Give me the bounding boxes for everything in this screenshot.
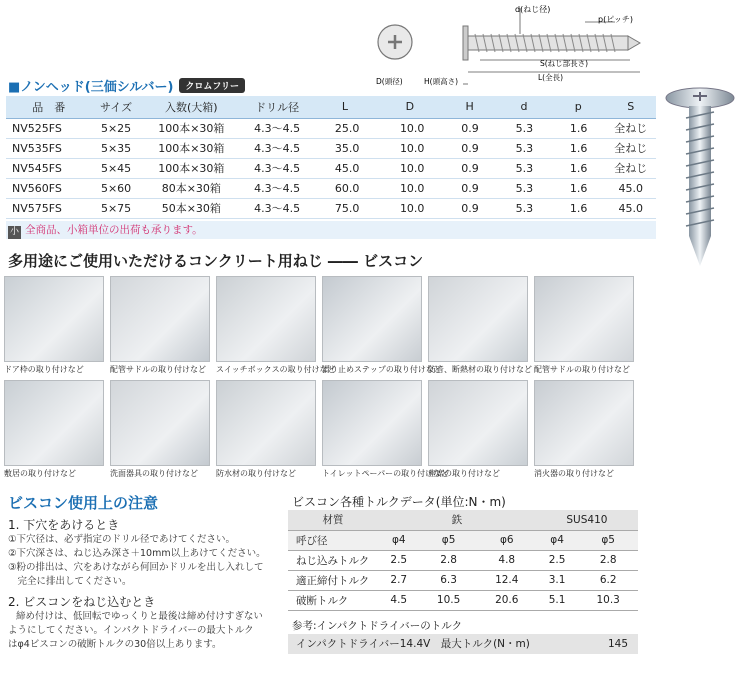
torque-cell: 6.3 [420,570,478,590]
use-example-caption: スイッチボックスの取り付けなど [216,365,336,374]
spec-header: D [377,96,442,118]
material-label: 材質 [288,510,378,530]
caution-section [8,516,280,652]
spec-cell: 0.9 [442,198,496,218]
torque-cell: 2.5 [378,550,420,570]
use-example-caption: 滑り止めステップの取り付けなど [322,365,442,374]
step1-line: ②下穴深さは、ねじ込み深さ＋10mm以上あけてください。 [8,548,266,559]
spec-cell: 0.9 [442,178,496,198]
torque-material-row [288,510,638,530]
torque-cell: 5.1 [536,590,579,610]
step2-line: ようにしてください。インパクトドライバーの最大トルク [8,625,254,636]
spec-cell: 全ねじ [605,138,656,158]
spec-cell: 100本×30箱 [141,138,242,158]
torque-cell: 4.5 [378,590,420,610]
spec-cell: 10.0 [377,198,442,218]
series-title [8,76,245,95]
use-example [534,380,634,479]
use-example [428,276,532,375]
spec-cell: 10.0 [377,138,442,158]
use-example-caption: 洗面器具の取り付けなど [110,469,198,478]
use-example-photo [216,380,316,466]
iron-label: 鉄 [378,510,536,530]
head-diameter-label: D(頭径) [376,77,403,86]
spec-cell: 4.3〜4.5 [242,138,312,158]
caution-title: ビスコン使用上の注意 [8,494,159,512]
use-example-caption: 防水材の取り付けなど [216,469,296,478]
torque-cell: 12.4 [478,570,536,590]
torque-row [288,590,638,610]
use-example-photo [534,380,634,466]
head-height-label: H(頭高さ) [424,77,458,86]
spec-cell: NV535FS [6,138,92,158]
spec-cell: 80本×30箱 [141,178,242,198]
use-example-caption: 座席の取り付けなど [428,469,500,478]
use-example [4,380,104,479]
use-example-caption: 配管サドルの取り付けなど [534,365,630,374]
spec-cell: NV575FS [6,198,92,218]
spec-row [6,198,656,218]
spec-cell: 5×60 [92,178,141,198]
use-example-photo [4,380,104,466]
diameter-cell: φ6 [478,530,536,550]
use-example [322,276,442,375]
spec-header-row [6,96,656,118]
step2-line: はφ4ビスコンの破断トルクの30倍以上あります。 [8,639,222,650]
torque-cell: 20.6 [478,590,536,610]
use-example [428,380,528,479]
spec-cell: 10.0 [377,158,442,178]
diameter-cell: φ4 [536,530,579,550]
use-example [534,276,634,375]
shipping-note [6,221,656,239]
spec-cell: 5×35 [92,138,141,158]
use-example-caption: 敷居の取り付けなど [4,469,76,478]
shipping-note-text: 全商品、小箱単位の出荷も承ります。 [25,224,203,236]
torque-cell: 2.8 [420,550,478,570]
use-example-photo [322,276,422,362]
torque-row [288,550,638,570]
use-example [4,276,104,375]
spec-cell: 5.3 [497,198,551,218]
spec-cell: 5×45 [92,158,141,178]
torque-row-label: ねじ込みトルク [288,550,378,570]
spec-row [6,118,656,138]
spec-cell: 1.6 [551,178,605,198]
use-example-photo [110,380,210,466]
spec-cell: 45.0 [605,178,656,198]
spec-cell: 0.9 [442,158,496,178]
chrome-free-badge: クロムフリー [179,78,245,93]
small-box-mark: 小 [9,227,19,237]
step1-line: 完全に排出してください。 [8,576,132,587]
diameter-cell: φ4 [378,530,420,550]
use-example-caption: 消火器の取り付けなど [534,469,614,478]
torque-diameter-row [288,530,638,550]
spec-header: L [312,96,377,118]
spec-cell: 4.3〜4.5 [242,158,312,178]
spec-cell: 0.9 [442,138,496,158]
reference-title: 参考:インパクトドライバーのトルク [292,620,463,632]
use-example [322,380,450,479]
spec-cell: 35.0 [312,138,377,158]
spec-header: p [551,96,605,118]
screw-dimension-diagram [360,0,660,92]
spec-cell: 4.3〜4.5 [242,198,312,218]
use-example-photo [216,276,316,362]
step1-title: 1. 下穴をあけるとき [8,518,120,532]
spec-cell: 0.9 [442,118,496,138]
use-example-caption: 配管サドルの取り付けなど [110,365,206,374]
spec-cell: 全ねじ [605,158,656,178]
spec-cell: 10.0 [377,118,442,138]
step1-line: ①下穴径は、必ず指定のドリル径であけてください。 [8,534,236,545]
torque-cell: 3.1 [536,570,579,590]
d-label: d(ねじ径) [515,5,551,14]
spec-cell: NV560FS [6,178,92,198]
spec-cell: NV545FS [6,158,92,178]
spec-cell: 75.0 [312,198,377,218]
reference-label: インパクトドライバー14.4V 最大トルク(N・m) [296,638,530,650]
spec-header: 品 番 [6,96,92,118]
spec-row [6,138,656,158]
spec-cell: 5×75 [92,198,141,218]
spec-row [6,178,656,198]
use-example [216,380,316,479]
use-example-caption: トイレットペーパーの取り付けなど [322,469,450,478]
spec-header: サイズ [92,96,141,118]
spec-cell: 4.3〜4.5 [242,178,312,198]
use-example [110,276,210,375]
spec-cell: 5.3 [497,158,551,178]
spec-cell: 25.0 [312,118,377,138]
spec-cell: 1.6 [551,138,605,158]
sus-label: SUS410 [536,510,638,530]
l-label: L(全長) [538,73,564,82]
spec-cell: 5.3 [497,138,551,158]
spec-cell: NV525FS [6,118,92,138]
torque-row-label: 破断トルク [288,590,378,610]
spec-cell: 10.0 [377,178,442,198]
use-example [110,380,210,479]
p-label: p(ピッチ) [598,15,633,24]
diameter-cell: φ5 [420,530,478,550]
use-example-photo [428,380,528,466]
spec-header: H [442,96,496,118]
use-example-photo [322,380,422,466]
torque-table [288,510,638,611]
use-example-photo [428,276,528,362]
spec-cell: 50本×30箱 [141,198,242,218]
spec-cell: 100本×30箱 [141,118,242,138]
step2-line: 締め付けは、低回転でゆっくりと最後は締め付けすぎない [16,611,263,622]
screw-photo [660,84,738,274]
torque-row-label: 適正締付トルク [288,570,378,590]
spec-cell: 5×25 [92,118,141,138]
spec-cell: 1.6 [551,118,605,138]
torque-cell: 2.5 [536,550,579,570]
spec-header: S [605,96,656,118]
spec-cell: 1.6 [551,198,605,218]
torque-cell: 4.8 [478,550,536,570]
spec-header: d [497,96,551,118]
reference-box [288,634,638,654]
use-example [216,276,336,375]
spec-cell: 5.3 [497,178,551,198]
diameter-label: 呼び径 [288,530,378,550]
torque-cell: 10.3 [578,590,638,610]
spec-cell: 45.0 [312,158,377,178]
use-example-caption: 防音、断熱材の取り付けなど [428,365,532,374]
spec-cell: 全ねじ [605,118,656,138]
reference-value: 145 [607,638,628,650]
spec-header: 入数(大箱) [141,96,242,118]
torque-cell: 2.8 [578,550,638,570]
spec-cell: 1.6 [551,158,605,178]
uses-title: 多用途にご使用いただけるコンクリート用ねじ ―― ビスコン [8,252,424,270]
spec-header: ドリル径 [242,96,312,118]
s-label: S(ねじ部長さ) [540,59,589,68]
spec-cell: 100本×30箱 [141,158,242,178]
torque-row [288,570,638,590]
torque-cell: 2.7 [378,570,420,590]
step1-line: ③粉の排出は、穴をあけながら何回かドリルを出し入れして [8,562,264,573]
use-example-photo [4,276,104,362]
spec-cell: 4.3〜4.5 [242,118,312,138]
use-example-photo [110,276,210,362]
diameter-cell: φ5 [578,530,638,550]
torque-cell: 10.5 [420,590,478,610]
torque-title: ビスコン各種トルクデータ(単位:N・m) [292,495,506,509]
spec-cell: 45.0 [605,198,656,218]
use-example-photo [534,276,634,362]
use-example-caption: ドア枠の取り付けなど [4,365,84,374]
step2-title: 2. ビスコンをねじ込むとき [8,595,156,609]
spec-table [6,96,656,219]
spec-cell: 60.0 [312,178,377,198]
series-title-text: ■ノンヘッド(三価シルバー) [8,80,174,95]
torque-cell: 6.2 [578,570,638,590]
spec-row [6,158,656,178]
spec-cell: 5.3 [497,118,551,138]
